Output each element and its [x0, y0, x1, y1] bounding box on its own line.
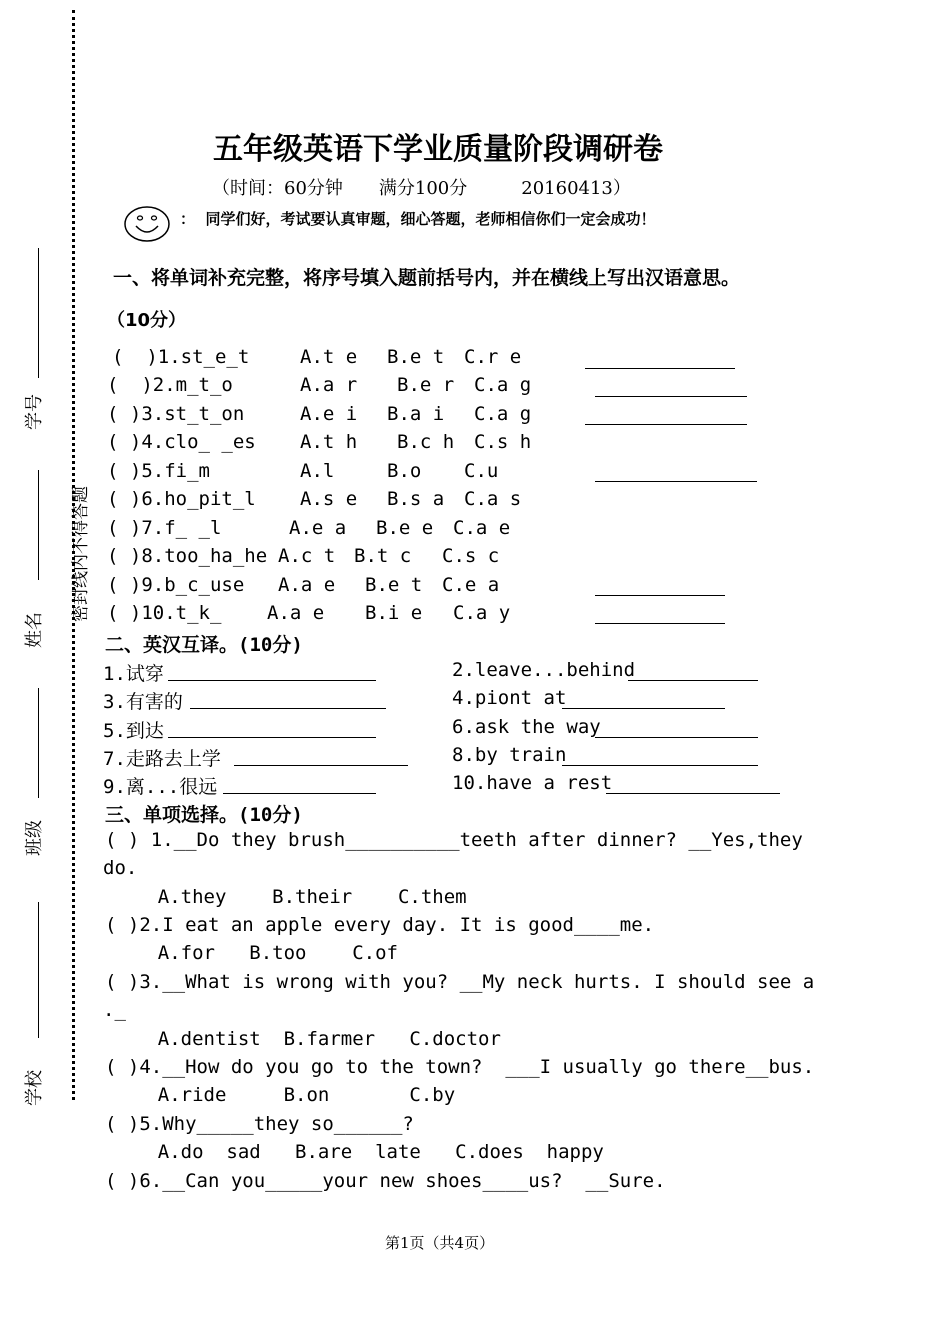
s3-line-12: A.do sad B.are late C.does happy	[112, 1141, 604, 1163]
s3-line-5: A.for B.too C.of	[112, 942, 398, 964]
s1-q9-b: B.e t	[365, 574, 423, 596]
banji-line	[38, 688, 39, 798]
s1-q2-b: B.e r	[397, 374, 455, 396]
s3-line-8: A.dentist B.farmer C.doctor	[112, 1028, 501, 1050]
s1-q6-a: A.s e	[300, 488, 358, 510]
s1-q6-b: B.s a	[387, 488, 445, 510]
s1-q10-a: A.a e	[267, 602, 325, 624]
exam-info: （时间：60分钟 满分100分 20160413）	[212, 178, 631, 199]
xuehao-line	[38, 248, 39, 378]
s2-right-8: 8.by train	[452, 744, 567, 766]
s2-left-7: 7.走路去上学	[103, 748, 221, 770]
s3-line-11: ( )5.Why_____they so______?	[105, 1113, 414, 1135]
s1-q1: ( )1.st_e_t	[112, 346, 250, 368]
smiley-icon	[123, 204, 171, 248]
s1-q4-b: B.c h	[397, 431, 455, 453]
answer-blank[interactable]	[168, 737, 376, 738]
s2-right-4: 4.piont at	[452, 687, 567, 709]
s3-line-3: A.they B.their C.them	[112, 886, 467, 908]
s1-q4: ( )4.clo_ _es	[107, 431, 256, 453]
s2-right-6: 6.ask the way	[452, 716, 601, 738]
s1-q5-b: B.o	[387, 460, 422, 482]
s1-q7: ( )7.f_ _l	[107, 517, 222, 539]
s2-left-3: 3.有害的	[103, 691, 183, 713]
answer-blank[interactable]	[595, 595, 725, 596]
s1-q3-a: A.e i	[300, 403, 358, 425]
s1-q5-c: C.u	[464, 460, 499, 482]
answer-blank[interactable]	[190, 708, 386, 709]
s1-q7-b: B.e e	[376, 517, 434, 539]
s1-q5-a: A.l	[300, 460, 335, 482]
page-title: 五年级英语下学业质量阶段调研卷	[213, 132, 663, 167]
xuexiao-line	[38, 902, 39, 1038]
s1-q10-c: C.a y	[453, 602, 511, 624]
s1-q1-b: B.e t	[387, 346, 445, 368]
answer-blank[interactable]	[562, 708, 725, 709]
xingming-label: 姓名	[24, 612, 45, 648]
s3-line-7: ._	[103, 999, 126, 1021]
s3-line-6: ( )3.__What is wrong with you? __My neck hurts. I should see a	[105, 971, 815, 993]
s1-q9-a: A.a e	[278, 574, 336, 596]
answer-blank[interactable]	[606, 793, 780, 794]
s3-line-9: ( )4.__How do you go to the town? ___I usually go there__bus.	[105, 1056, 815, 1078]
answer-blank[interactable]	[595, 737, 758, 738]
s1-q3: ( )3.st_t_on	[107, 403, 245, 425]
answer-blank[interactable]	[168, 680, 376, 681]
answer-blank[interactable]	[234, 765, 408, 766]
answer-blank[interactable]	[595, 396, 747, 397]
xuehao-label: 学号	[24, 394, 45, 430]
answer-blank[interactable]	[585, 368, 735, 369]
s1-q3-c: C.a g	[474, 403, 532, 425]
answer-blank[interactable]	[628, 680, 758, 681]
s3-line-10: A.ride B.on C.by	[112, 1084, 456, 1106]
section1-heading: 一、将单词补充完整，将序号填入题前括号内，并在横线上写出汉语意思。	[113, 267, 741, 289]
s3-line-4: ( )2.I eat an apple every day. It is good____me.	[105, 914, 655, 936]
s1-q6: ( )6.ho_pit_l	[107, 488, 256, 510]
s1-q4-c: C.s h	[474, 431, 532, 453]
s3-line-13: ( )6.__Can you_____your new shoes____us? __Sure.	[105, 1170, 666, 1192]
s1-q2-c: C.a g	[474, 374, 532, 396]
section2-heading: 二、英汉互译。(10分)	[105, 634, 303, 656]
answer-blank[interactable]	[223, 793, 376, 794]
answer-blank[interactable]	[595, 623, 725, 624]
answer-blank[interactable]	[585, 424, 747, 425]
s2-right-10: 10.have a rest	[452, 772, 613, 794]
greeting-text: ： 同学们好，考试要认真审题，细心答题，老师相信你们一定会成功！	[180, 210, 656, 228]
s1-q3-b: B.a i	[387, 403, 445, 425]
s1-q10: ( )10.t_k_	[107, 602, 222, 624]
s1-q2-a: A.a r	[300, 374, 358, 396]
s1-q6-c: C.a s	[464, 488, 522, 510]
s1-q10-b: B.i e	[365, 602, 423, 624]
s3-line-1: ( ) 1.__Do they brush__________teeth after dinner? __Yes,they	[105, 829, 803, 851]
s1-q7-a: A.e a	[289, 517, 347, 539]
s1-q7-c: C.a e	[453, 517, 511, 539]
s1-q8-a: A.c t	[278, 545, 336, 567]
s1-q8-b: B.t c	[354, 545, 412, 567]
section1-score: （10分）	[107, 310, 187, 331]
s1-q5: ( )5.fi_m	[107, 460, 210, 482]
s2-right-2: 2.leave...behind	[452, 659, 636, 681]
s2-left-9: 9.离...很远	[103, 776, 218, 798]
s3-line-2: do.	[103, 857, 138, 879]
s1-q8-c: C.s c	[442, 545, 500, 567]
xingming-line	[38, 470, 39, 580]
section3-heading: 三、单项选择。(10分)	[105, 804, 303, 826]
seal-text: 密封线内不得答题	[71, 486, 91, 622]
s1-q2: ( )2.m_t_o	[107, 374, 233, 396]
s1-q8: ( )8.too_ha_he	[107, 545, 268, 567]
banji-label: 班级	[24, 820, 45, 856]
s1-q1-c: C.r e	[464, 346, 522, 368]
s1-q4-a: A.t h	[300, 431, 358, 453]
page-number: 第1页（共4页）	[385, 1234, 495, 1252]
s1-q1-a: A.t e	[300, 346, 358, 368]
s2-left-1: 1.试穿	[103, 663, 164, 685]
s1-q9-c: C.e a	[442, 574, 500, 596]
answer-blank[interactable]	[595, 481, 757, 482]
s1-q9: ( )9.b_c_use	[107, 574, 245, 596]
answer-blank[interactable]	[562, 765, 758, 766]
s2-left-5: 5.到达	[103, 720, 164, 742]
xuexiao-label: 学校	[24, 1070, 45, 1106]
